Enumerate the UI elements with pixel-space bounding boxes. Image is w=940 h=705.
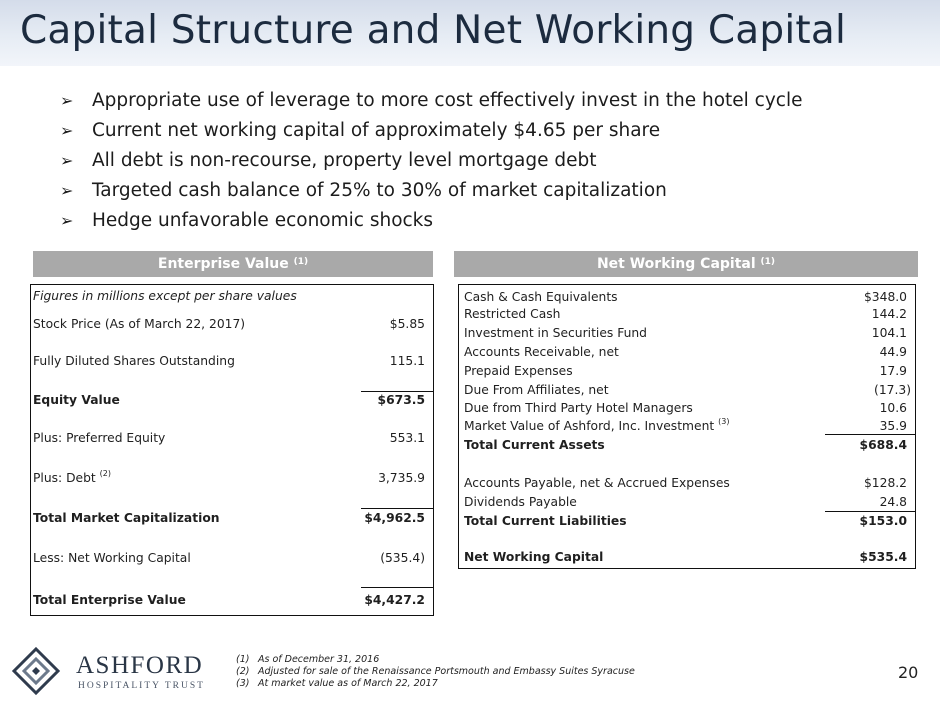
arrow-bullet-icon: ➢	[60, 181, 74, 200]
divider	[361, 508, 433, 509]
divider	[361, 391, 433, 392]
divider	[361, 587, 433, 588]
arrow-bullet-icon: ➢	[60, 91, 74, 110]
footnote: (1) As of December 31, 2016	[236, 654, 380, 665]
net-working-capital-header: Net Working Capital $^{(1)}$	[454, 251, 918, 277]
bullet-item: ➢ Current net working capital of approximately $4.65 per share	[60, 116, 803, 146]
enterprise-value-header: Enterprise Value $^{(1)}$	[33, 251, 433, 277]
page-title: Capital Structure and Net Working Capital	[20, 8, 847, 53]
logo-tagline: HOSPITALITY TRUST	[78, 681, 205, 691]
divider	[825, 434, 915, 435]
footnote: (2) Adjusted for sale of the Renaissance Portsmouth and Embassy Suites Syracuse	[236, 666, 635, 677]
enterprise-value-table: Figures in millions except per share values Stock Price (As of March 22, 2017) $5.85 Fully Diluted Shares Outstanding 115.1 Equity Value $673.5 Plus: Preferred Equity 553.1 Plus: Debt $^{(2)}$ 3,735.9 Total Market Capitalization $4,962.5 Less: Net Working Capital (535.4) Total Enterprise Value $4,427.2	[30, 284, 434, 616]
bullet-item: ➢ Targeted cash balance of 25% to 30% of market capitalization	[60, 176, 803, 206]
divider	[825, 511, 915, 512]
ashford-diamond-icon	[10, 647, 62, 697]
logo-wordmark: ASHFORD	[76, 652, 204, 679]
net-working-capital-table: Cash & Cash Equivalents $348.0 Restricted Cash 144.2 Investment in Securities Fund 104.1 Accounts Receivable, net 44.9 Prepaid Expenses 17.9 Due From Affiliates, net (17.3) Due from Third Party Hotel Managers 10.6 Market Value of Ashford, Inc. Investment $^{(3)}$ 35.9 Total Current Assets $688.4 Accounts Payable, net & Accrued Expenses $128.2 Dividends Payable 24.8 Total Current Liabilities $153.0 Net Working Capital $535.4	[458, 284, 916, 569]
page-number: 20	[898, 663, 919, 682]
bullet-item: ➢ Hedge unfavorable economic shocks	[60, 206, 803, 236]
bullet-item: ➢ Appropriate use of leverage to more cost effectively invest in the hotel cycle	[60, 86, 803, 116]
footnotes	[236, 654, 635, 690]
arrow-bullet-icon: ➢	[60, 211, 74, 230]
bullet-item: ➢ All debt is non-recourse, property level mortgage debt	[60, 146, 803, 176]
arrow-bullet-icon: ➢	[60, 121, 74, 140]
ashford-logo	[6, 647, 226, 697]
footnote: (3) At market value as of March 22, 2017	[236, 678, 438, 689]
bullet-list	[60, 86, 803, 236]
arrow-bullet-icon: ➢	[60, 151, 74, 170]
